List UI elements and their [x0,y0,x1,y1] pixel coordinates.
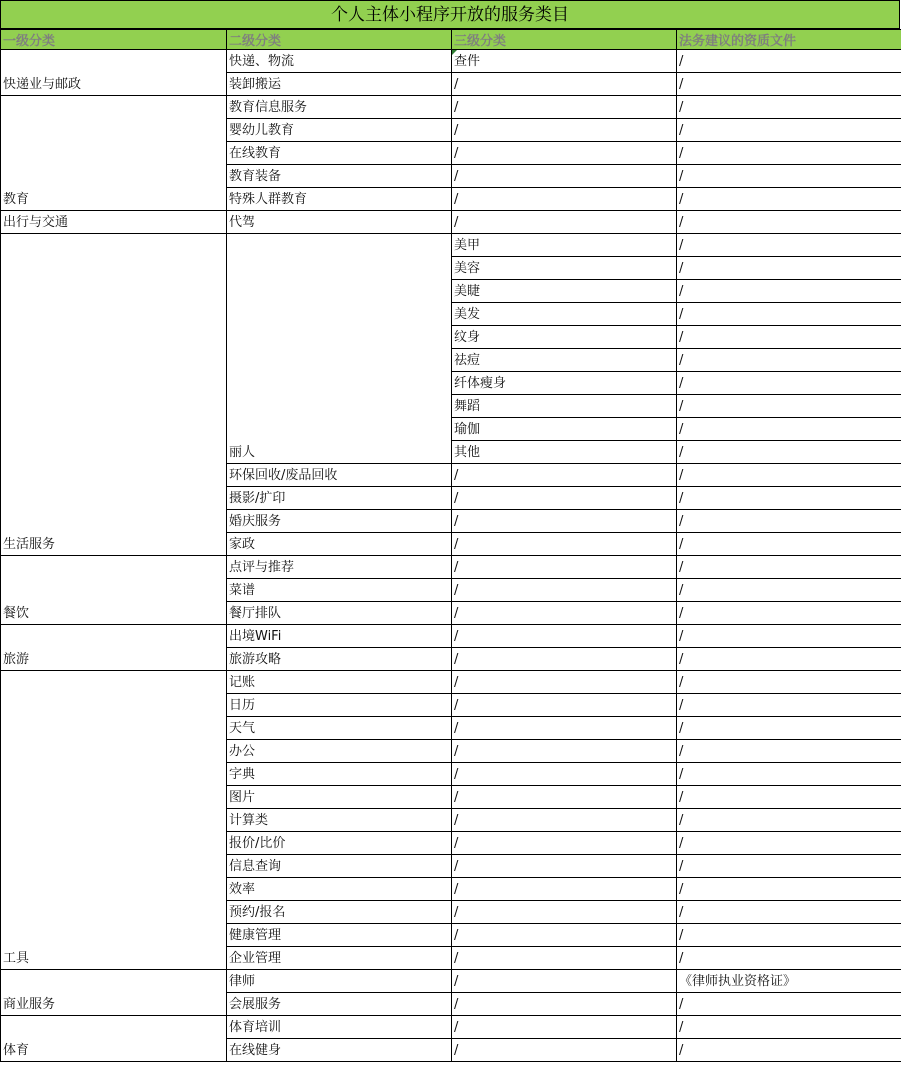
level2-cell[interactable]: 企业管理 [227,947,452,970]
level3-cell[interactable]: 美睫 [452,280,677,303]
qualification-cell[interactable]: / [677,73,901,96]
qualification-cell[interactable]: / [677,441,901,464]
qualification-cell[interactable]: / [677,832,901,855]
qualification-cell[interactable]: / [677,119,901,142]
qualification-cell[interactable]: / [677,418,901,441]
level2-cell[interactable]: 预约/报名 [227,901,452,924]
header-row [1,30,901,50]
qualification-cell[interactable]: / [677,257,901,280]
qualification-cell[interactable]: / [677,993,901,1016]
level3-cell[interactable]: 祛痘 [452,349,677,372]
table-row [1,556,901,579]
level3-cell[interactable]: / [452,73,677,96]
level1-cell[interactable]: 出行与交通 [1,211,227,234]
level3-cell[interactable]: / [452,211,677,234]
level3-cell[interactable]: / [452,786,677,809]
qualification-cell[interactable]: / [677,303,901,326]
level2-cell[interactable]: 日历 [227,694,452,717]
level2-cell[interactable]: 快递、物流 [227,50,452,73]
level3-cell[interactable]: 其他 [452,441,677,464]
level3-cell[interactable]: / [452,809,677,832]
header-level1: 一级分类 [1,30,227,50]
qualification-cell[interactable]: / [677,648,901,671]
level2-cell[interactable]: 在线教育 [227,142,452,165]
table-row [1,625,901,648]
qualification-cell[interactable]: / [677,487,901,510]
level3-cell[interactable]: / [452,625,677,648]
level3-cell[interactable]: 美容 [452,257,677,280]
level3-cell[interactable]: 查件 [452,50,677,73]
qualification-cell[interactable]: / [677,1039,901,1062]
level3-cell[interactable]: / [452,464,677,487]
qualification-cell[interactable]: / [677,280,901,303]
qualification-cell[interactable]: / [677,464,901,487]
qualification-cell[interactable]: / [677,763,901,786]
level3-cell[interactable]: / [452,648,677,671]
table-row [1,50,901,73]
level2-cell[interactable]: 办公 [227,740,452,763]
level2-cell[interactable]: 婚庆服务 [227,510,452,533]
level3-cell[interactable]: 舞蹈 [452,395,677,418]
table-row [1,970,901,993]
header-level3: 三级分类 [452,30,677,50]
level3-cell[interactable]: / [452,671,677,694]
level3-cell[interactable]: / [452,142,677,165]
level3-cell[interactable]: / [452,487,677,510]
level3-cell[interactable]: / [452,855,677,878]
level3-cell[interactable]: / [452,970,677,993]
level2-cell[interactable]: 家政 [227,533,452,556]
level2-cell[interactable]: 特殊人群教育 [227,188,452,211]
header-level2: 二级分类 [227,30,452,50]
qualification-cell[interactable]: / [677,395,901,418]
level2-cell[interactable]: 丽人 [227,234,452,464]
qualification-cell[interactable]: / [677,211,901,234]
header-qualification: 法务建议的资质文件 [677,30,901,50]
level2-cell[interactable]: 教育装备 [227,165,452,188]
level3-cell[interactable]: 美发 [452,303,677,326]
table-row [1,96,901,119]
level2-cell[interactable]: 计算类 [227,809,452,832]
qualification-cell[interactable]: / [677,717,901,740]
level3-cell[interactable]: / [452,1039,677,1062]
qualification-cell[interactable]: / [677,326,901,349]
qualification-cell[interactable]: 《律师执业资格证》 [677,970,901,993]
level2-cell[interactable]: 体育培训 [227,1016,452,1039]
level2-cell[interactable]: 装卸搬运 [227,73,452,96]
level3-cell[interactable]: 纤体瘦身 [452,372,677,395]
level1-cell[interactable]: 商业服务 [1,970,227,1016]
level2-cell[interactable]: 会展服务 [227,993,452,1016]
qualification-cell[interactable]: / [677,165,901,188]
qualification-cell[interactable]: / [677,671,901,694]
level1-cell[interactable]: 体育 [1,1016,227,1062]
qualification-cell[interactable]: / [677,694,901,717]
level2-cell[interactable]: 环保回收/废品回收 [227,464,452,487]
qualification-cell[interactable]: / [677,786,901,809]
level2-cell[interactable]: 图片 [227,786,452,809]
qualification-cell[interactable]: / [677,510,901,533]
level2-cell[interactable]: 代驾 [227,211,452,234]
qualification-cell[interactable]: / [677,924,901,947]
level3-cell[interactable]: / [452,878,677,901]
level2-cell[interactable]: 菜谱 [227,579,452,602]
qualification-cell[interactable]: / [677,234,901,257]
qualification-cell[interactable]: / [677,96,901,119]
level2-cell[interactable]: 餐厅排队 [227,602,452,625]
qualification-cell[interactable]: / [677,372,901,395]
level3-cell[interactable]: / [452,510,677,533]
qualification-cell[interactable]: / [677,188,901,211]
qualification-cell[interactable]: / [677,809,901,832]
table-row [1,234,901,257]
level1-cell[interactable]: 工具 [1,671,227,970]
qualification-cell[interactable]: / [677,142,901,165]
level2-cell[interactable]: 效率 [227,878,452,901]
level2-cell[interactable]: 出境WiFi [227,625,452,648]
qualification-cell[interactable]: / [677,1016,901,1039]
level2-cell[interactable]: 点评与推荐 [227,556,452,579]
level3-cell[interactable]: / [452,556,677,579]
category-table [0,29,901,1062]
table-row [1,1016,901,1039]
level3-cell[interactable]: / [452,533,677,556]
sheet-title: 个人主体小程序开放的服务类目 [0,0,900,29]
level3-cell[interactable]: / [452,579,677,602]
qualification-cell[interactable]: / [677,556,901,579]
level3-cell[interactable]: / [452,832,677,855]
qualification-cell[interactable]: / [677,855,901,878]
qualification-cell[interactable]: / [677,878,901,901]
level3-cell[interactable]: / [452,165,677,188]
qualification-cell[interactable]: / [677,602,901,625]
qualification-cell[interactable]: / [677,50,901,73]
level3-cell[interactable]: / [452,947,677,970]
qualification-cell[interactable]: / [677,579,901,602]
table-body [1,50,901,1062]
level3-cell[interactable]: / [452,740,677,763]
level2-cell[interactable]: 信息查询 [227,855,452,878]
level2-cell[interactable]: 在线健身 [227,1039,452,1062]
level2-cell[interactable]: 健康管理 [227,924,452,947]
level3-cell[interactable]: 瑜伽 [452,418,677,441]
level3-cell[interactable]: / [452,924,677,947]
level2-cell[interactable]: 旅游攻略 [227,648,452,671]
level1-cell[interactable]: 快递业与邮政 [1,50,227,96]
qualification-cell[interactable]: / [677,740,901,763]
level3-cell[interactable]: / [452,602,677,625]
qualification-cell[interactable]: / [677,625,901,648]
level3-cell[interactable]: 美甲 [452,234,677,257]
level3-cell[interactable]: / [452,119,677,142]
level2-cell[interactable]: 记账 [227,671,452,694]
level3-cell[interactable]: / [452,96,677,119]
level3-cell[interactable]: / [452,717,677,740]
level2-cell[interactable]: 摄影/扩印 [227,487,452,510]
qualification-cell[interactable]: / [677,947,901,970]
level2-cell[interactable]: 字典 [227,763,452,786]
qualification-cell[interactable]: / [677,901,901,924]
qualification-cell[interactable]: / [677,533,901,556]
level3-cell[interactable]: / [452,901,677,924]
table-row [1,671,901,694]
level2-cell[interactable]: 律师 [227,970,452,993]
level2-cell[interactable]: 婴幼儿教育 [227,119,452,142]
level1-cell[interactable]: 餐饮 [1,556,227,625]
level1-cell[interactable]: 教育 [1,96,227,211]
level2-cell[interactable]: 报价/比价 [227,832,452,855]
level3-cell[interactable]: / [452,188,677,211]
level3-cell[interactable]: 纹身 [452,326,677,349]
level2-cell[interactable]: 天气 [227,717,452,740]
level1-cell[interactable]: 生活服务 [1,234,227,556]
table-row [1,211,901,234]
level1-cell[interactable]: 旅游 [1,625,227,671]
level3-cell[interactable]: / [452,1016,677,1039]
qualification-cell[interactable]: / [677,349,901,372]
level2-cell[interactable]: 教育信息服务 [227,96,452,119]
level3-cell[interactable]: / [452,993,677,1016]
level3-cell[interactable]: / [452,763,677,786]
level3-cell[interactable]: / [452,694,677,717]
